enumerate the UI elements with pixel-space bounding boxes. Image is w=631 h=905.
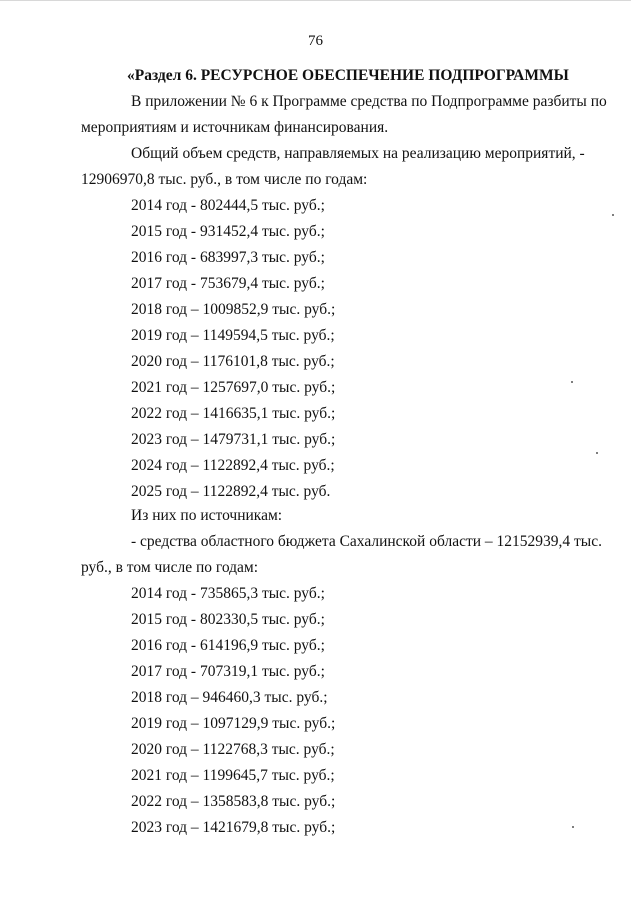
regional-year-item: 2020 год – 1122768,3 тыс. руб.; [131,741,335,758]
regional-line-2: руб., в том числе по годам: [81,559,259,576]
total-year-item: 2014 год - 802444,5 тыс. руб.; [131,197,325,214]
scan-speck [571,381,573,383]
total-year-item: 2019 год – 1149594,5 тыс. руб.; [131,327,335,344]
sources-intro: Из них по источникам: [131,507,283,524]
regional-year-item: 2022 год – 1358583,8 тыс. руб.; [131,793,336,810]
intro-text-1: В приложении № 6 к Программе средства по Подпрограмме разбиты по [131,93,607,110]
total-year-item: 2023 год – 1479731,1 тыс. руб.; [131,431,336,448]
regional-year-item: 2019 год – 1097129,9 тыс. руб.; [131,715,336,732]
total-year-item: 2015 год - 931452,4 тыс. руб.; [131,223,325,240]
total-line-2: 12906970,8 тыс. руб., в том числе по годам: [81,171,368,188]
scan-speck [612,214,614,216]
total-year-item: 2024 год – 1122892,4 тыс. руб.; [131,457,335,474]
regional-year-item: 2023 год – 1421679,8 тыс. руб.; [131,819,336,836]
regional-year-item: 2017 год - 707319,1 тыс. руб.; [131,663,325,680]
total-year-item: 2016 год - 683997,3 тыс. руб.; [131,249,325,266]
total-year-item: 2020 год – 1176101,8 тыс. руб.; [131,353,335,370]
regional-year-item: 2015 год - 802330,5 тыс. руб.; [131,611,325,628]
scan-speck [572,826,574,828]
section-heading: «Раздел 6. РЕСУРСНОЕ ОБЕСПЕЧЕНИЕ ПОДПРОГРАММЫ [127,67,569,84]
total-year-item: 2022 год – 1416635,1 тыс. руб.; [131,405,336,422]
total-year-item: 2025 год – 1122892,4 тыс. руб. [131,483,331,500]
regional-year-item: 2018 год – 946460,3 тыс. руб.; [131,689,328,706]
total-year-item: 2017 год - 753679,4 тыс. руб.; [131,275,325,292]
regional-year-item: 2014 год - 735865,3 тыс. руб.; [131,585,325,602]
regional-year-item: 2016 год - 614196,9 тыс. руб.; [131,637,325,654]
total-line-1: Общий объем средств, направляемых на реализацию мероприятий, - [131,145,585,162]
regional-year-item: 2021 год – 1199645,7 тыс. руб.; [131,767,335,784]
intro-line-1 [131,92,607,112]
total-year-item: 2018 год – 1009852,9 тыс. руб.; [131,301,336,318]
intro-line-2: мероприятиям и источникам финансирования. [81,119,389,136]
total-year-item: 2021 год – 1257697,0 тыс. руб.; [131,379,336,396]
regional-line-1: - средства областного бюджета Сахалинской области – 12152939,4 тыс. [131,533,602,550]
scan-speck [596,452,598,454]
scan-edge [0,0,631,1]
page-number: 76 [308,33,323,49]
